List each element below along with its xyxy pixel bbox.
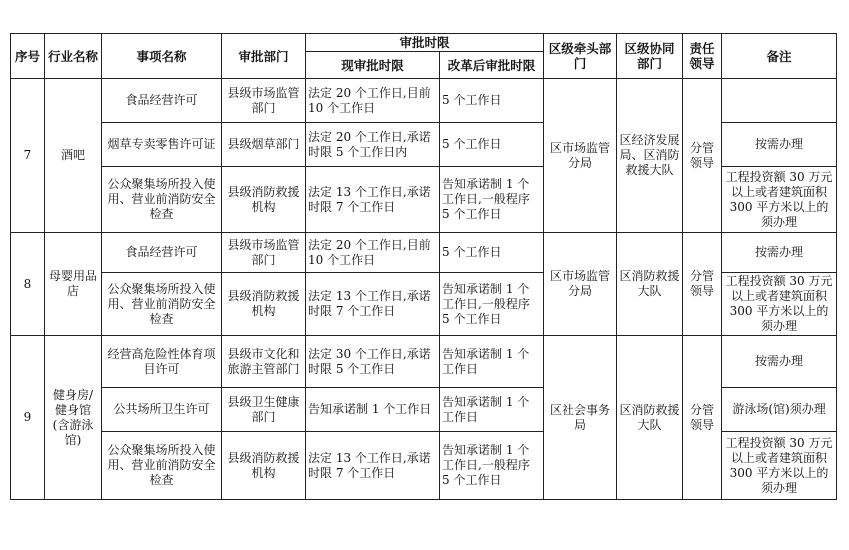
time-reformed-cell: 告知承诺制 1 个工作日,一般程序 5 个工作日 bbox=[440, 432, 544, 500]
header-time-group: 审批时限 bbox=[306, 34, 544, 52]
item-cell: 公众聚集场所投入使用、营业前消防安全检查 bbox=[102, 273, 222, 336]
dept-cell: 县级消防救援机构 bbox=[222, 432, 306, 500]
table-row bbox=[11, 233, 837, 273]
header-time-reformed: 改革后审批时限 bbox=[440, 52, 544, 79]
item-cell: 食品经营许可 bbox=[102, 79, 222, 123]
time-current-cell: 法定 20 个工作日,承诺时限 5 个工作日内 bbox=[306, 123, 440, 167]
note-cell bbox=[722, 79, 837, 123]
time-reformed-cell: 告知承诺制 1 个工作日,一般程序 5 个工作日 bbox=[440, 167, 544, 233]
leader-cell: 分管领导 bbox=[683, 233, 722, 336]
note-cell: 工程投资额 30 万元以上或者建筑面积 300 平方米以上的须办理 bbox=[722, 167, 837, 233]
note-cell: 游泳场(馆)须办理 bbox=[722, 388, 837, 432]
time-current-cell: 告知承诺制 1 个工作日 bbox=[306, 388, 440, 432]
approval-table bbox=[10, 33, 837, 500]
item-cell: 公众聚集场所投入使用、营业前消防安全检查 bbox=[102, 432, 222, 500]
header-item: 事项名称 bbox=[102, 34, 222, 79]
note-cell: 按需办理 bbox=[722, 233, 837, 273]
leader-cell: 分管领导 bbox=[683, 336, 722, 500]
seq-cell: 8 bbox=[11, 233, 45, 336]
time-reformed-cell: 5 个工作日 bbox=[440, 79, 544, 123]
note-cell: 工程投资额 30 万元以上或者建筑面积 300 平方米以上的须办理 bbox=[722, 273, 837, 336]
industry-cell: 母婴用品店 bbox=[45, 233, 102, 336]
note-cell: 按需办理 bbox=[722, 336, 837, 388]
time-reformed-cell: 告知承诺制 1 个工作日 bbox=[440, 388, 544, 432]
dept-cell: 县级卫生健康部门 bbox=[222, 388, 306, 432]
header-industry: 行业名称 bbox=[45, 34, 102, 79]
note-cell: 按需办理 bbox=[722, 123, 837, 167]
item-cell: 食品经营许可 bbox=[102, 233, 222, 273]
header-time-current: 现审批时限 bbox=[306, 52, 440, 79]
time-reformed-cell: 告知承诺制 1 个工作日 bbox=[440, 336, 544, 388]
header-seq: 序号 bbox=[11, 34, 45, 79]
dept-cell: 县级烟草部门 bbox=[222, 123, 306, 167]
time-current-cell: 法定 20 个工作日,目前 10 个工作日 bbox=[306, 79, 440, 123]
item-cell: 经营高危险性体育项目许可 bbox=[102, 336, 222, 388]
header-note: 备注 bbox=[722, 34, 837, 79]
time-reformed-cell: 告知承诺制 1 个工作日,一般程序 5 个工作日 bbox=[440, 273, 544, 336]
header-coop: 区级协同部门 bbox=[617, 34, 683, 79]
dept-cell: 县级消防救援机构 bbox=[222, 167, 306, 233]
leader-cell: 分管领导 bbox=[683, 79, 722, 233]
item-cell: 烟草专卖零售许可证 bbox=[102, 123, 222, 167]
lead-dept-cell: 区市场监管分局 bbox=[544, 233, 617, 336]
header-lead: 区级牵头部门 bbox=[544, 34, 617, 79]
note-cell: 工程投资额 30 万元以上或者建筑面积 300 平方米以上的须办理 bbox=[722, 432, 837, 500]
header-leader: 责任领导 bbox=[683, 34, 722, 79]
dept-cell: 县级市场监管部门 bbox=[222, 79, 306, 123]
header-dept: 审批部门 bbox=[222, 34, 306, 79]
coop-dept-cell: 区经济发展局、区消防救援大队 bbox=[617, 79, 683, 233]
item-cell: 公众聚集场所投入使用、营业前消防安全检查 bbox=[102, 167, 222, 233]
coop-dept-cell: 区消防救援大队 bbox=[617, 336, 683, 500]
lead-dept-cell: 区市场监管分局 bbox=[544, 79, 617, 233]
time-current-cell: 法定 20 个工作日,目前 10 个工作日 bbox=[306, 233, 440, 273]
time-current-cell: 法定 13 个工作日,承诺时限 7 个工作日 bbox=[306, 432, 440, 500]
seq-cell: 7 bbox=[11, 79, 45, 233]
table-row bbox=[11, 79, 837, 123]
time-reformed-cell: 5 个工作日 bbox=[440, 123, 544, 167]
dept-cell: 县级市文化和旅游主管部门 bbox=[222, 336, 306, 388]
time-current-cell: 法定 13 个工作日,承诺时限 7 个工作日 bbox=[306, 273, 440, 336]
coop-dept-cell: 区消防救援大队 bbox=[617, 233, 683, 336]
industry-cell: 酒吧 bbox=[45, 79, 102, 233]
table-row bbox=[11, 336, 837, 388]
time-reformed-cell: 5 个工作日 bbox=[440, 233, 544, 273]
item-cell: 公共场所卫生许可 bbox=[102, 388, 222, 432]
time-current-cell: 法定 30 个工作日,承诺时限 5 个工作日 bbox=[306, 336, 440, 388]
time-current-cell: 法定 13 个工作日,承诺时限 7 个工作日 bbox=[306, 167, 440, 233]
dept-cell: 县级消防救援机构 bbox=[222, 273, 306, 336]
seq-cell: 9 bbox=[11, 336, 45, 500]
lead-dept-cell: 区社会事务局 bbox=[544, 336, 617, 500]
dept-cell: 县级市场监管部门 bbox=[222, 233, 306, 273]
industry-cell: 健身房/健身馆(含游泳馆) bbox=[45, 336, 102, 500]
